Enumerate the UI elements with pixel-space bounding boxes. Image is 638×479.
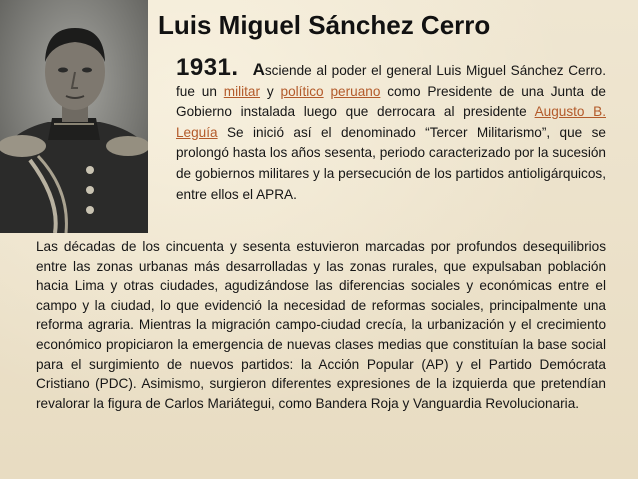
portrait-photo: [0, 0, 148, 233]
link-peruano[interactable]: peruano: [330, 83, 381, 99]
intro-text-2: y: [260, 83, 281, 99]
portrait-illustration: [0, 0, 148, 233]
year-label: 1931.: [176, 54, 239, 81]
intro-text-3: [324, 84, 331, 99]
link-politico[interactable]: político: [280, 83, 324, 99]
intro-text-1: sciende al poder el general Luis Miguel Sánchez Cerro. fue un: [176, 63, 606, 99]
intro-paragraph: [176, 54, 606, 205]
link-militar[interactable]: militar: [223, 83, 261, 99]
lead-letter: A: [252, 60, 265, 79]
slide-title: Luis Miguel Sánchez Cerro: [158, 10, 491, 40]
body-paragraph: Las décadas de los cincuenta y sesenta estuvieron marcadas por profundos desequilibrios entre las zonas urbanas más desarrolladas y las zonas rurales, que expulsaban población hacia Lima y otras ciudades, agudizándose las diferencias sociales y económicas entre el campo y la ciudad, lo que evidenció la necesidad de reformas sociales, principalmente una reforma agraria. Mientras la migración campo-ciudad crecía, la urbanización y el crecimiento económico propiciaron la emergencia de nuevas clases medias que constituían la base social para el surgimiento de nuevos partidos: la Acción Popular (AP) y el Partido Demócrata Cristiano (PDC). Asimismo, surgieron diferentes expresiones de la izquierda que pretendían revalorar la figura de Carlos Mariátegui, como Bandera Roja y Vanguardia Revolucionaria.: [36, 239, 606, 411]
intro-text-4: como Presidente de una Junta de Gobierno instalada luego que derrocara al presidente: [176, 83, 606, 120]
intro-text-5: Se inició así el denominado “Tercer Militarismo”, que se prolongó hasta los años sesenta, periodo caracterizado por la sucesión de gobiernos militares y la persecución de los partidos antioligárquicos, entre ellos el APRA.: [176, 124, 606, 202]
link-leguia[interactable]: Augusto B. Leguía: [176, 104, 606, 140]
